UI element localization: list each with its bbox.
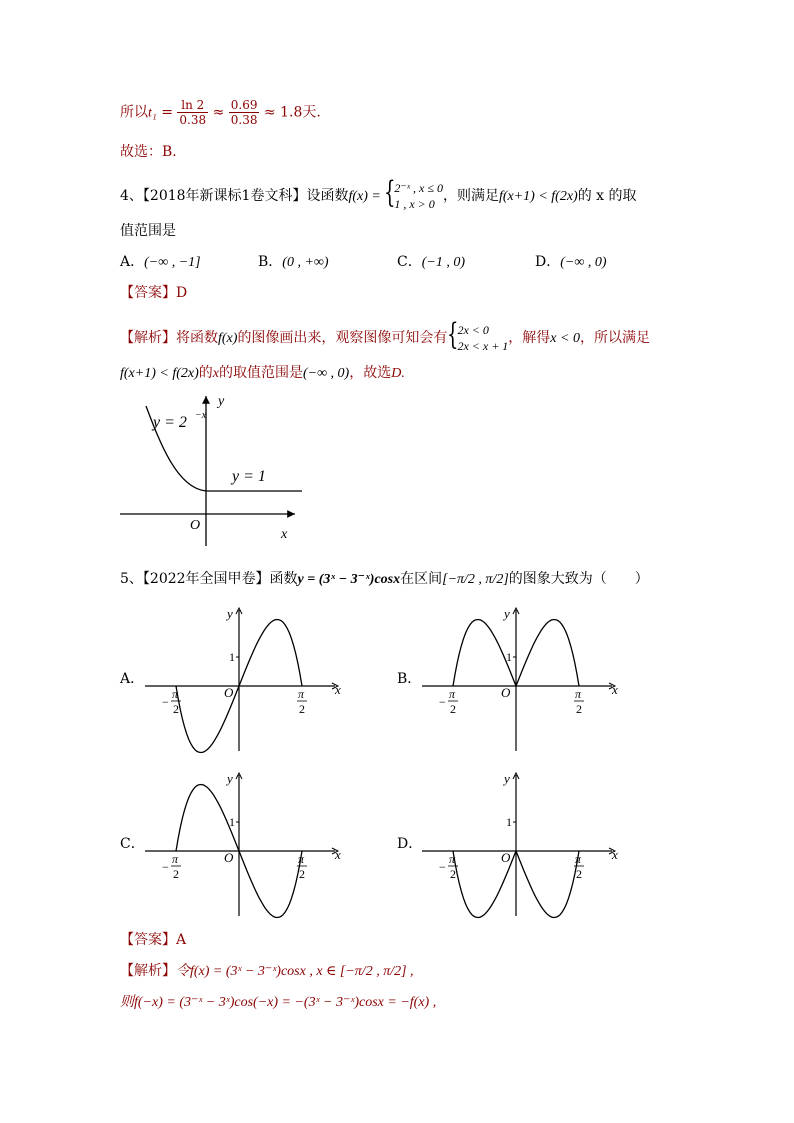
- tick-label-1: 1: [506, 650, 512, 664]
- origin-label: O: [224, 850, 234, 865]
- system-2: 2x < x + 1: [457, 339, 509, 353]
- analysis-5-line2: 则f(−x) = (3⁻ˣ − 3ˣ)cos(−x) = −(3ˣ − 3⁻ˣ)cosx = −f(x) ,: [120, 995, 437, 1010]
- text: 的取值范围是: [218, 365, 303, 381]
- analysis-label: 【解析】: [120, 330, 176, 346]
- system-1: 2x < 0: [457, 323, 489, 337]
- pi-label: π: [575, 687, 582, 701]
- x-axis-label: x: [281, 527, 288, 542]
- y-axis-label: y: [504, 606, 510, 621]
- origin-label: O: [501, 850, 511, 865]
- two-label: 2: [299, 867, 305, 881]
- two-label: 2: [173, 867, 179, 881]
- question-head: 5、【2022年全国甲卷】函数: [120, 571, 298, 587]
- line-label: y = 1: [232, 468, 266, 485]
- conclusion-line: [120, 98, 321, 127]
- tick-label-1: 1: [506, 815, 512, 829]
- analysis-label: 【解析】: [120, 963, 176, 979]
- answer-5: 【答案】A: [120, 932, 187, 948]
- y-axis-label: y: [227, 606, 233, 621]
- denominator: 0.38: [179, 113, 207, 127]
- y-axis-label: y: [227, 771, 233, 786]
- two-label: 2: [173, 702, 179, 716]
- y-axis-label: y: [218, 394, 225, 409]
- equals: =: [156, 104, 178, 121]
- curve-label: y = 2: [153, 414, 187, 431]
- inequality: f(x+1) < f(2x): [498, 189, 578, 204]
- pi-label: π: [449, 687, 456, 701]
- analysis-4-line2: [120, 364, 405, 383]
- two-label: 2: [576, 702, 582, 716]
- range: (−∞ , 0): [302, 366, 350, 381]
- text: 的图像画出来，观察图像可知会有: [237, 330, 448, 346]
- question-head: 4、【2018年新课标1卷文科】设函数: [120, 188, 349, 204]
- option-b: B．(0 , +∞): [258, 254, 329, 270]
- origin-label: O: [224, 685, 234, 700]
- graph-option-a: [145, 606, 375, 754]
- piecewise: { 2⁻ˣ , x ≤ 0 1 , x > 0: [384, 175, 443, 211]
- pi-label: π: [172, 687, 179, 701]
- pi-label: π: [172, 852, 179, 866]
- graph-option-c: [145, 771, 375, 919]
- text: ，则满足: [442, 188, 499, 204]
- curve-label-exponent: −x: [195, 410, 207, 421]
- solution: x < 0: [550, 331, 580, 346]
- system: { 2x < 0 2x < x + 1: [447, 317, 509, 353]
- var-x: x: [212, 366, 219, 381]
- graph-option-label: D．: [397, 836, 423, 852]
- question-4: [120, 175, 637, 212]
- graph-option-label: A．: [120, 671, 145, 687]
- minus-sign: −: [162, 860, 169, 874]
- denominator: 0.38: [230, 113, 258, 127]
- x-axis-label: x: [612, 847, 618, 862]
- text: ，解得: [508, 330, 551, 346]
- function: y = (3ˣ − 3⁻ˣ)cosx: [297, 572, 401, 587]
- var-t1: t₁: [148, 105, 157, 121]
- two-label: 2: [299, 702, 305, 716]
- fraction-069: [229, 98, 260, 127]
- interval: [−π/2 , π/2]: [442, 572, 509, 587]
- text: 的图象大致为（ ）: [508, 571, 649, 587]
- text: 在区间: [400, 571, 443, 587]
- tick-label-1: 1: [229, 815, 235, 829]
- analysis-text: 令f(x) = (3ˣ − 3⁻ˣ)cosx , x ∈ [−π/2 , π/2] ,: [176, 964, 414, 979]
- case-2: 1 , x > 0: [394, 197, 435, 211]
- case-1: 2⁻ˣ , x ≤ 0: [394, 181, 443, 195]
- two-label: 2: [576, 867, 582, 881]
- fx: f(x): [218, 331, 238, 346]
- two-label: 2: [450, 702, 456, 716]
- answer-4: 【答案】D: [120, 285, 188, 301]
- pi-label: π: [449, 852, 456, 866]
- analysis-5-line1: [120, 962, 414, 981]
- x-axis-label: x: [612, 682, 618, 697]
- inequality: f(x+1) < f(2x): [120, 366, 199, 381]
- graph-option-d: [422, 771, 652, 919]
- pi-label: π: [298, 687, 305, 701]
- question-4-line2: 值范围是: [120, 223, 176, 239]
- option-c: C．(−1 , 0): [397, 254, 465, 270]
- result: ≈ 1.8天.: [259, 104, 321, 121]
- text: 的: [198, 365, 213, 381]
- question-5: [120, 570, 649, 589]
- graph-option-label: C．: [120, 836, 145, 852]
- option-d: D．(−∞ , 0): [535, 254, 607, 270]
- q4-graph: [115, 388, 315, 548]
- text: ，故选: [349, 365, 392, 381]
- minus-sign: −: [439, 695, 446, 709]
- tick-label-1: 1: [229, 650, 235, 664]
- analysis-4-line1: [120, 317, 650, 354]
- text: 所以: [120, 104, 148, 121]
- origin-label: O: [190, 518, 201, 533]
- minus-sign: −: [162, 695, 169, 709]
- pi-label: π: [575, 852, 582, 866]
- text: ，所以满足: [579, 330, 650, 346]
- x-axis-label: x: [335, 682, 341, 697]
- text: 将函数: [176, 330, 218, 346]
- option-a: A．(−∞ , −1]: [120, 254, 201, 270]
- origin-label: O: [501, 685, 511, 700]
- numerator: 0.69: [230, 98, 258, 112]
- approx: ≈: [208, 104, 229, 121]
- fraction-ln2: [177, 98, 208, 127]
- graph-option-b: [422, 606, 652, 754]
- two-label: 2: [450, 867, 456, 881]
- choice: D.: [391, 366, 405, 381]
- function-name: f(x) =: [348, 189, 385, 204]
- numerator: ln 2: [177, 98, 208, 113]
- choice-line: 故选：B.: [120, 144, 177, 160]
- y-axis-label: y: [504, 771, 510, 786]
- minus-sign: −: [439, 860, 446, 874]
- text: 的 x 的取: [577, 188, 637, 204]
- x-axis-label: x: [335, 847, 341, 862]
- graph-option-label: B．: [397, 671, 422, 687]
- pi-label: π: [298, 852, 305, 866]
